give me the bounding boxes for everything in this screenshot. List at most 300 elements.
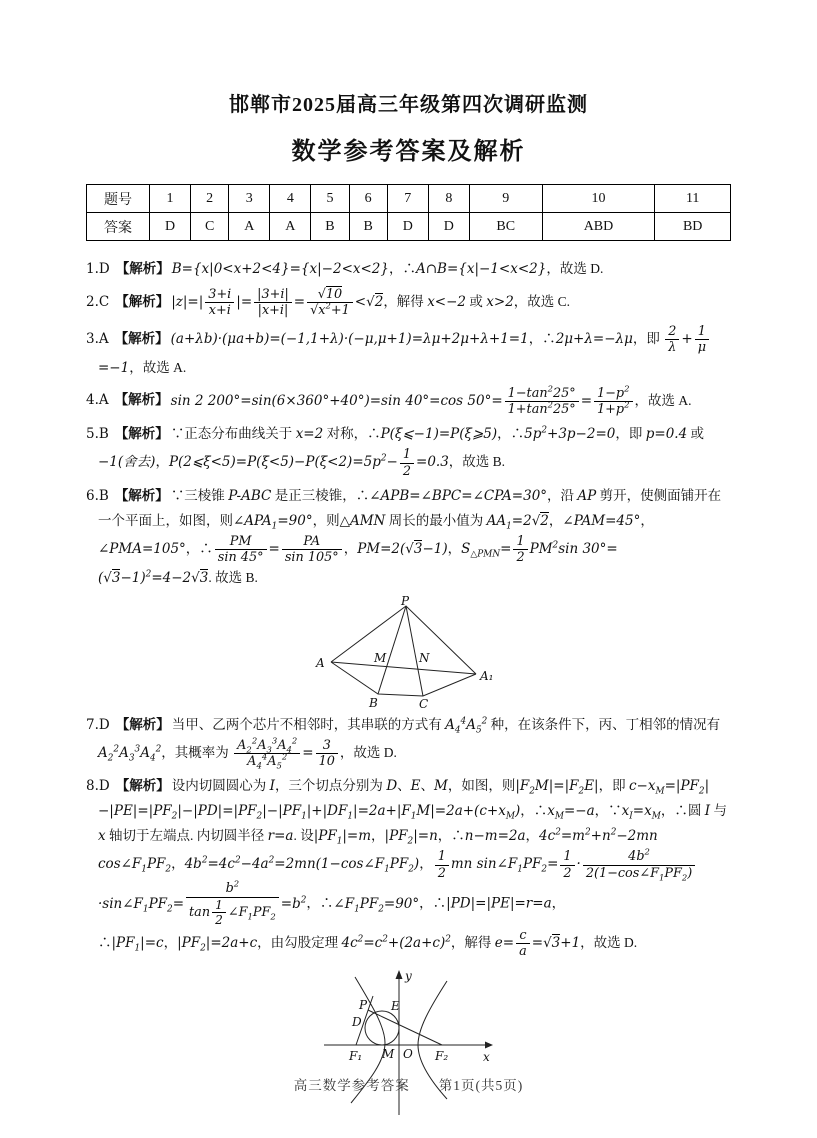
question-number-cell: 2 [191, 185, 229, 213]
solution-item-5 [86, 422, 731, 479]
text-run: ，∵ [594, 803, 622, 819]
math-run: $|PF_1|=c$ [111, 934, 164, 954]
math-run: =0.3 [416, 454, 449, 471]
answer-cell: A [270, 213, 311, 241]
fraction [435, 849, 449, 881]
text-run: 种，在该条件下，丙、丁相邻的情况有 [487, 716, 721, 732]
math-run: 2μ+λ=−λμ [555, 330, 633, 347]
math-run: PM=2( [357, 540, 406, 557]
fraction [215, 534, 267, 566]
fraction-numerator [282, 534, 342, 550]
math-run: $c-x_M=|PF_2|-|PE|=|PF_2|-|PD|=|PF_2|-|PF_1|+|DF_1|=2a+|F_1M|=2a+(c+x_M)$ [98, 778, 710, 823]
fraction-denominator [560, 866, 574, 881]
math-run: E [410, 778, 421, 795]
math-run: 2 [437, 865, 446, 881]
text-run: ，故选 D. [339, 744, 397, 760]
fraction-numerator [665, 324, 679, 340]
math-run: = [531, 934, 544, 951]
math-run: 10 [318, 754, 335, 770]
question-number-and-answer: 5.B [86, 426, 109, 443]
math-run: $x_I=x_M$ [621, 803, 661, 823]
math-run: −1)$^2$=4−2 [120, 569, 192, 586]
math-run: sin 45° [217, 550, 264, 566]
sqrt-expression: √3 [191, 569, 209, 586]
text-run: ，故选 B. [448, 454, 506, 470]
solution-item-6 [86, 484, 731, 591]
radicand: 10 [325, 286, 343, 302]
math-run: p=0.4 [645, 426, 688, 443]
math-run: $|F_2M|=|F_2E|$ [515, 778, 599, 798]
text-run: ，如图，则 [447, 778, 516, 794]
text-run: . 故选 B. [208, 569, 258, 585]
math-run: $x_M=-a$ [547, 803, 595, 823]
answer-key-table [86, 184, 731, 241]
question-number-cell: 5 [311, 185, 349, 213]
text-run: ，∴ [98, 895, 566, 950]
question-number-cell: 7 [387, 185, 428, 213]
math-run: a [519, 944, 527, 960]
answer-cell: ABD [542, 213, 655, 241]
fraction-denominator [215, 550, 267, 565]
sqrt-expression: $√x^2+1$ [310, 301, 350, 319]
math-run: $A_4^4A_5^2$ [445, 716, 488, 736]
fraction-numerator [215, 534, 267, 550]
math-run: $\angle APA_1=90^\circ$ [233, 513, 313, 532]
math-run: $4b^2=4c^2-4a^2=2mn(1-\cos\angle F_1PF_2)$ [184, 855, 420, 876]
fraction-denominator [316, 754, 338, 769]
question-number-cell: 6 [349, 185, 387, 213]
answer-cell: D [428, 213, 469, 241]
text-run: ，即 [615, 426, 646, 442]
math-run: △AMN [339, 513, 386, 529]
text-run: ，∴圆 [660, 803, 705, 819]
label-y-axis: y [404, 968, 412, 983]
question-number-and-answer: 6.B [86, 488, 109, 505]
label-F1: F₁ [348, 1048, 362, 1063]
sqrt-expression: √2 [531, 513, 549, 529]
question-number-cell: 8 [428, 185, 469, 213]
label-F2: F₂ [434, 1048, 448, 1063]
text-run: ，则 [312, 513, 340, 528]
label-C: C [419, 696, 429, 708]
text-run: ， [419, 856, 433, 872]
fraction-denominator [234, 751, 300, 771]
label-B: B [369, 695, 378, 708]
fraction-numerator [560, 849, 574, 865]
math-run: (a+λb)·(μa+b)=(−1,1+λ)·(−μ,μ+1)=λμ+2μ+λ+1=1 [170, 330, 529, 347]
answer-cell: D [387, 213, 428, 241]
text-run: ，解得 [383, 293, 428, 309]
math-run: x=2 [295, 426, 324, 443]
fraction-numerator [435, 849, 449, 865]
math-run: B={x|0<x+2<4}={x|−2<x<2} [171, 261, 389, 277]
math-run: $AA_1=2$ [486, 513, 532, 532]
math-run: $A_2^2A_3^3A_4^2$ [237, 735, 298, 755]
math-run: A∩B={x|−1<x<2} [415, 261, 547, 277]
text-run: ， [447, 540, 462, 556]
answer-header: 答案 [87, 213, 150, 241]
analysis-tag: 【解析】 [114, 426, 169, 442]
math-run: e= [494, 934, 515, 951]
question-number-header: 题号 [87, 185, 150, 213]
math-run: I [269, 778, 275, 795]
answer-cell: BC [469, 213, 542, 241]
radicand: 3 [551, 934, 561, 951]
text-run: ， [525, 828, 540, 844]
text-run: ，沿 [547, 488, 578, 504]
fraction-numerator [400, 447, 414, 463]
math-run: AP [577, 488, 597, 505]
text-run: ，故选 D. [580, 934, 638, 950]
math-run: 1 [215, 897, 223, 912]
math-run: P(ξ⩽−1)=P(ξ⩾5) [380, 426, 498, 443]
answer-cell: A [229, 213, 270, 241]
fraction [516, 928, 530, 960]
text-run: ，∴ [528, 330, 556, 346]
math-run: mn $\sin\angle F_1PF_2=$ [450, 856, 559, 876]
text-run: . 设 [293, 828, 314, 844]
radicand: 2 [374, 293, 384, 310]
fraction [594, 383, 632, 418]
math-run: $A_4^4A_5^2$ [247, 751, 288, 771]
math-run: $1-p^2$ [597, 383, 630, 401]
math-run: $1+p^2$ [597, 399, 630, 417]
math-run: |z|=| [171, 293, 204, 310]
math-run: x [98, 828, 106, 845]
fraction [212, 898, 226, 928]
math-run: =−1 [98, 359, 130, 376]
math-run: · [576, 856, 581, 873]
math-run: D [386, 778, 398, 795]
question-number-and-answer: 1.D [86, 261, 110, 277]
math-run: 1 [563, 849, 572, 865]
math-run: $PM^2\sin$ 30°=( [98, 540, 618, 586]
question-number-and-answer: 4.A [86, 392, 109, 409]
math-run: c [519, 927, 527, 943]
math-run: $1-\tan^225^\circ$ [507, 383, 576, 401]
fraction-numerator [695, 324, 709, 340]
question-number-cell: 1 [150, 185, 191, 213]
text-run: ，由勾股定理 [257, 934, 342, 950]
math-run: $S_{\triangle PMN}=$ [461, 540, 512, 560]
math-run: $1+\tan^225^\circ$ [507, 399, 576, 417]
hyperbola-figure-svg [299, 965, 519, 1120]
math-run: = [293, 293, 306, 310]
text-run: ，故选 A. [129, 359, 187, 375]
math-run: 2 [516, 550, 525, 566]
fraction [560, 849, 574, 881]
label-M: M [381, 1046, 394, 1061]
sqrt-expression: √3 [543, 934, 561, 951]
math-run: $P(2⩽\xi<5)=P(\xi<5)-P(\xi<2)=5p^2-$ [168, 453, 398, 471]
text-run: ，即 [632, 330, 664, 346]
math-run: 3 [322, 737, 331, 753]
fraction [254, 287, 292, 319]
answer-cell: B [349, 213, 387, 241]
fraction-denominator [513, 550, 527, 565]
math-run: 1 [697, 323, 706, 339]
math-run: 2 [668, 323, 677, 339]
text-run: 设内切圆圆心为 [171, 778, 270, 794]
page-footer: 高三数学参考答案 第1页(共5页) [293, 1078, 524, 1093]
answer-cell: C [191, 213, 229, 241]
fraction [205, 287, 234, 319]
math-run: 1 [437, 849, 446, 865]
fraction-denominator [212, 913, 226, 928]
text-run: ，∴ [185, 540, 213, 556]
solution-item-3 [86, 324, 731, 381]
fraction-denominator [254, 303, 292, 318]
math-run: sin 105° [284, 550, 339, 566]
text-run: ，解得 [450, 934, 495, 950]
math-run: $b^2$ [225, 878, 240, 897]
text-run: 剪开，使侧面铺开在一个平面上，如图，则 [98, 488, 722, 528]
math-run: μ [697, 340, 707, 356]
analysis-tag: 【解析】 [115, 778, 170, 794]
radicand: 3 [413, 540, 423, 557]
math-run: PA [303, 533, 321, 549]
math-run: $5p^2+3p-2=0$ [524, 425, 616, 443]
text-run: ，∴ [419, 895, 447, 911]
text-run: 是正三棱锥，∴ [271, 488, 370, 504]
label-A: A [316, 655, 325, 670]
math-run: λ [668, 340, 677, 356]
text-run: 或 [687, 426, 705, 442]
fraction-numerator [516, 928, 530, 944]
text-run: ， [640, 513, 654, 528]
fraction [583, 849, 695, 881]
text-run: ， [163, 934, 178, 950]
math-run: r=a [267, 828, 294, 845]
fraction-denominator [583, 866, 695, 881]
fraction [316, 738, 338, 770]
text-run: ， [371, 828, 385, 844]
fraction-numerator [212, 898, 226, 914]
label-E: E [390, 998, 400, 1013]
math-run: 2 [215, 913, 223, 928]
fraction-numerator [583, 849, 695, 865]
math-run: 2 [563, 865, 572, 881]
text-run: ，故选 C. [513, 293, 571, 309]
text-run: ，其概率为 [161, 744, 233, 760]
page-subtitle: 数学参考答案及解析 [291, 139, 526, 165]
question-number-and-answer: 8.D [86, 778, 110, 795]
text-run: ，∴ [437, 828, 465, 844]
math-run: n−m=2a [464, 828, 526, 845]
fraction-denominator [695, 340, 709, 355]
math-run: $|PF_2|=2a+c$ [177, 934, 258, 954]
solution-item-8 [86, 774, 731, 959]
text-run: ， [155, 454, 169, 470]
text-run: ，∴ [520, 803, 548, 819]
text-run: ，故选 D. [546, 261, 604, 276]
figure-hyperbola-incircle [86, 965, 731, 1120]
fraction-denominator [186, 898, 279, 928]
math-run: x<−2 [427, 293, 467, 310]
answer-cell: B [311, 213, 349, 241]
fraction-denominator [594, 399, 632, 417]
text-run: ，故选 A. [634, 392, 692, 408]
fraction-denominator [516, 944, 530, 959]
question-number-and-answer: 7.D [86, 716, 110, 733]
text-run: ， [548, 513, 563, 528]
fraction-numerator [316, 738, 338, 754]
math-run: $\angle F_1PF_2$ [227, 904, 276, 922]
math-run: $4c^2=m^2+n^2-2mn$ $\cos\angle F_1PF_2$ [98, 827, 658, 876]
analysis-tag: 【解析】 [114, 392, 169, 408]
sqrt-expression: √2 [366, 293, 384, 310]
fraction-denominator [307, 303, 353, 318]
solution-item-1 [86, 257, 731, 282]
math-run: 1 [402, 447, 412, 463]
table-row-answers [87, 213, 731, 241]
solution-item-2 [86, 287, 731, 319]
math-run: $A_2^2A_3^3A_4^2$ [98, 744, 162, 764]
fraction-numerator [205, 287, 234, 303]
label-x-axis: x [482, 1049, 490, 1064]
math-run: ∠APB=∠BPC=∠CPA=30° [369, 488, 548, 505]
fraction-denominator [665, 340, 679, 355]
radicand: $x^2+1$ [318, 301, 350, 319]
fraction-numerator [254, 287, 292, 303]
label-P: P [358, 997, 367, 1012]
sqrt-expression: √3 [103, 569, 121, 586]
text-run: ，即 [598, 778, 629, 794]
question-number-cell: 4 [270, 185, 311, 213]
fraction [282, 534, 342, 566]
text-run: ，∴ [497, 426, 525, 442]
question-number-cell: 3 [229, 185, 270, 213]
sqrt-expression: √10 [317, 286, 343, 302]
table-row-question-numbers [87, 185, 731, 213]
text-run: 、 [420, 778, 434, 794]
math-run: x+i [208, 303, 231, 319]
math-run: −1) [422, 540, 448, 557]
math-run: x>2 [486, 293, 514, 310]
fraction [665, 324, 679, 356]
math-run: + [681, 330, 693, 347]
analysis-tag: 【解析】 [114, 330, 169, 346]
math-run: $\cdot\sin\angle F_1PF_2=$ [98, 895, 185, 915]
label-D: D [351, 1014, 362, 1029]
math-run: $|PF_1|=m$ [313, 828, 372, 848]
page-title: 邯郸市2025届高三年级第四次调研监测 [229, 94, 588, 116]
text-run: ∵正态分布曲线关于 [170, 426, 296, 442]
fraction-numerator [186, 878, 279, 897]
math-run: $=b^2$ [280, 895, 307, 912]
math-run: |= [236, 293, 253, 310]
analysis-tag: 【解析】 [115, 261, 170, 276]
text-run: ，∴ [388, 261, 416, 276]
fraction [505, 383, 579, 418]
fraction-numerator [234, 735, 300, 755]
math-run: sin 2 200°=sin(6×360°+40°)=sin 40°=cos 50°= [170, 392, 503, 409]
question-number-cell: 10 [542, 185, 655, 213]
math-run: I [704, 803, 711, 820]
math-run: $2(1-\cos\angle F_1PF_2)$ [585, 865, 693, 883]
label-O: O [402, 1046, 413, 1061]
fraction [186, 878, 279, 928]
text-run: 或 [466, 293, 487, 309]
math-run: ∠PAM=45° [562, 513, 641, 529]
text-run: 周长的最小值为 [385, 513, 487, 528]
fraction [234, 735, 300, 771]
math-run: = [268, 540, 280, 557]
radicand: 3 [111, 569, 121, 586]
analysis-tag: 【解析】 [115, 293, 170, 309]
fraction [513, 534, 527, 566]
question-number-and-answer: 2.C [86, 293, 110, 310]
text-run: 对称，∴ [323, 426, 381, 442]
solution-item-7 [86, 713, 731, 770]
fraction-denominator [400, 464, 414, 479]
math-run: $4c^2=c^2+(2a+c)^2$ [341, 934, 451, 951]
text-run: 与 [710, 803, 727, 819]
answer-cell: BD [655, 213, 731, 241]
label-P: P [401, 595, 410, 608]
math-run: P-ABC [228, 488, 272, 505]
label-M: M [374, 650, 387, 665]
math-run: < [354, 293, 367, 310]
math-run: tan [189, 904, 211, 920]
math-run: M [434, 778, 448, 795]
math-run: 2 [402, 463, 412, 479]
question-number-and-answer: 3.A [86, 330, 109, 347]
math-run: |x+i| [257, 303, 289, 319]
question-number-cell: 9 [469, 185, 542, 213]
math-run: ∠PMA=105° [98, 540, 186, 557]
fraction-denominator [205, 303, 234, 318]
question-number-cell: 11 [655, 185, 731, 213]
math-run: +1 [560, 934, 581, 951]
radicand: 3 [199, 569, 209, 586]
math-run: |PD|=|PE|=r=a [446, 895, 552, 912]
math-run: = [302, 744, 314, 761]
text-run: 当甲、乙两个芯片不相邻时，其串联的方式有 [171, 716, 446, 732]
fraction-numerator [505, 383, 579, 402]
fraction-denominator [282, 550, 342, 565]
math-run: −1(舍去) [98, 454, 156, 471]
solution-item-4 [86, 383, 731, 418]
fraction-denominator [435, 866, 449, 881]
math-run: 1 [516, 533, 525, 549]
text-run: ， [343, 540, 358, 556]
text-run: 、 [397, 778, 411, 794]
fraction [695, 324, 709, 356]
pyramid-figure-svg [311, 596, 506, 708]
fraction-numerator [513, 534, 527, 550]
math-run: |3+i| [257, 286, 289, 302]
math-run: $|PF_2|=n$ [384, 828, 438, 848]
analysis-tag: 【解析】 [115, 716, 170, 732]
radicand: 2 [540, 513, 549, 529]
analysis-tag: 【解析】 [114, 488, 169, 504]
math-run: PM [229, 533, 252, 549]
fraction [307, 287, 353, 319]
sqrt-expression: √3 [405, 540, 423, 557]
label-N: N [419, 650, 430, 665]
answer-cell: D [150, 213, 191, 241]
math-run: 3+i [208, 286, 232, 302]
text-run: ∵三棱锥 [170, 488, 229, 504]
text-run: 轴切于左端点. 内切圆半径 [105, 828, 268, 844]
text-run: ，∴ [306, 895, 334, 911]
label-A1: A₁ [480, 668, 494, 683]
math-run: = [580, 392, 593, 409]
text-run: ， [171, 856, 185, 872]
fraction [400, 447, 414, 479]
text-run: ，三个切点分别为 [274, 778, 387, 794]
